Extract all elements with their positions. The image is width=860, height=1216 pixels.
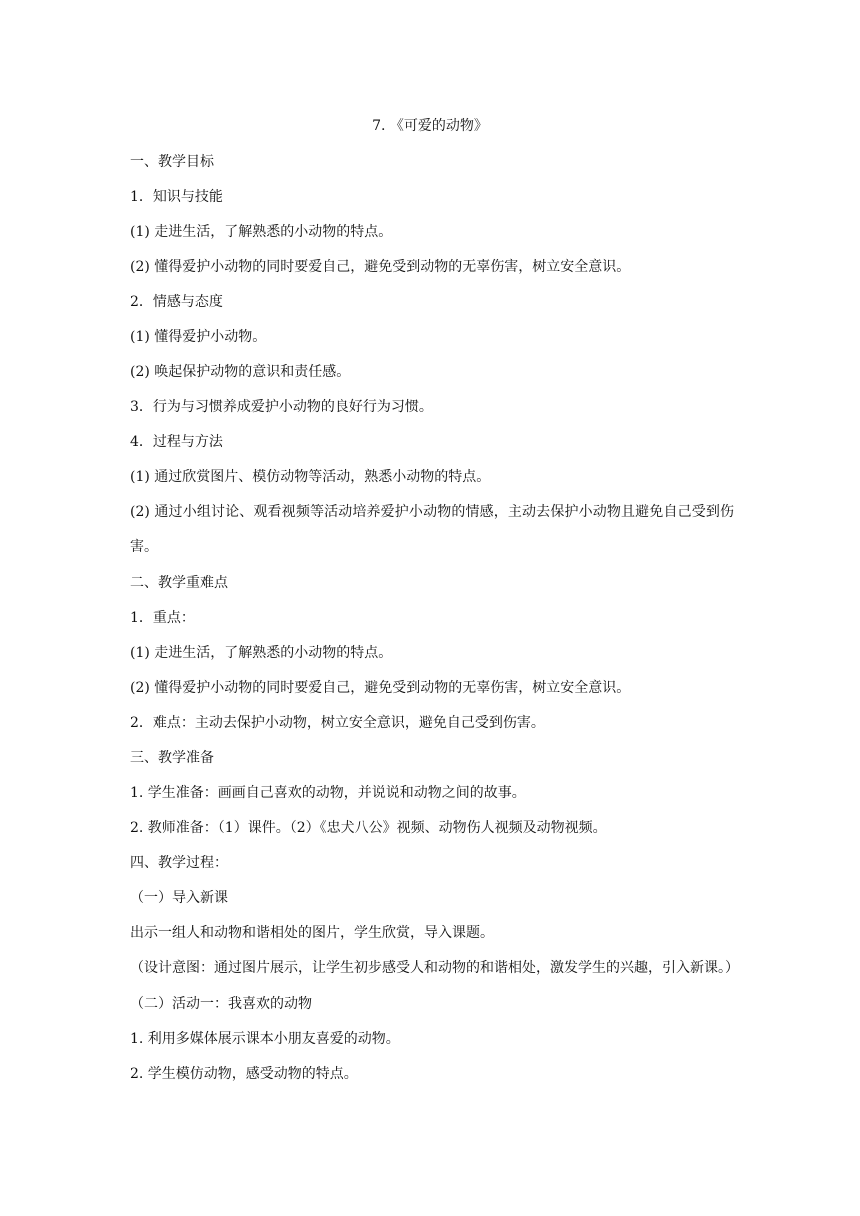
subheading-emotion-attitude: 2．情感与态度 [130,294,223,310]
list-item: (2) 唤起保护动物的意识和责任感。 [130,364,351,380]
subheading-knowledge-skills: 1．知识与技能 [130,189,223,205]
document-body [130,152,739,1099]
section-heading-objectives: 一、教学目标 [130,154,214,170]
body-text: 出示一组人和动物和谐相处的图片，学生欣赏，导入课题。 [130,925,494,941]
subheading-behavior-habits: 3．行为与习惯养成爱护小动物的良好行为习惯。 [130,399,433,415]
subheading-process-method: 4．过程与方法 [130,434,223,450]
list-item: 1. 学生准备：画画自己喜欢的动物，并说说和动物之间的故事。 [130,785,526,801]
subheading-activity-one: （二）活动一：我喜欢的动物 [130,996,312,1012]
subheading-key-point: 1．重点： [130,610,195,626]
list-item: (2) 懂得爱护小动物的同时要爱自己，避免受到动物的无辜伤害，树立安全意识。 [130,680,631,696]
list-item: (1) 走进生活，了解熟悉的小动物的特点。 [130,224,393,240]
section-heading-preparation: 三、教学准备 [130,750,214,766]
subheading-difficulty: 2．难点：主动去保护小动物，树立安全意识，避免自己受到伤害。 [130,715,545,731]
list-item: 1. 利用多媒体展示课本小朋友喜爱的动物。 [130,1031,400,1047]
design-intent-paragraph: （设计意图：通过图片展示，让学生初步感受人和动物的和谐相处，激发学生的兴趣，引入新课。） [130,960,739,976]
subheading-introduction: （一）导入新课 [130,890,228,906]
section-heading-key-points: 二、教学重难点 [130,575,228,591]
list-item: 2. 学生模仿动物，感受动物的特点。 [130,1066,358,1082]
document-title: 7. 《可爱的动物》 [372,118,488,134]
list-item: (1) 走进生活，了解熟悉的小动物的特点。 [130,645,393,661]
list-item: (2) 懂得爱护小动物的同时要爱自己，避免受到动物的无辜伤害，树立安全意识。 [130,259,631,275]
list-item: (1) 懂得爱护小动物。 [130,329,267,345]
section-heading-process: 四、教学过程： [130,855,228,871]
list-item: (1) 通过欣赏图片、模仿动物等活动，熟悉小动物的特点。 [130,469,491,485]
list-item-paragraph: (2) 通过小组讨论、观看视频等活动培养爱护小动物的情感，主动去保护小动物且避免自己受到伤害。 [130,504,734,555]
list-item: 2. 教师准备：（1）课件。（2）《忠犬八公》视频、动物伤人视频及动物视频。 [130,820,607,836]
